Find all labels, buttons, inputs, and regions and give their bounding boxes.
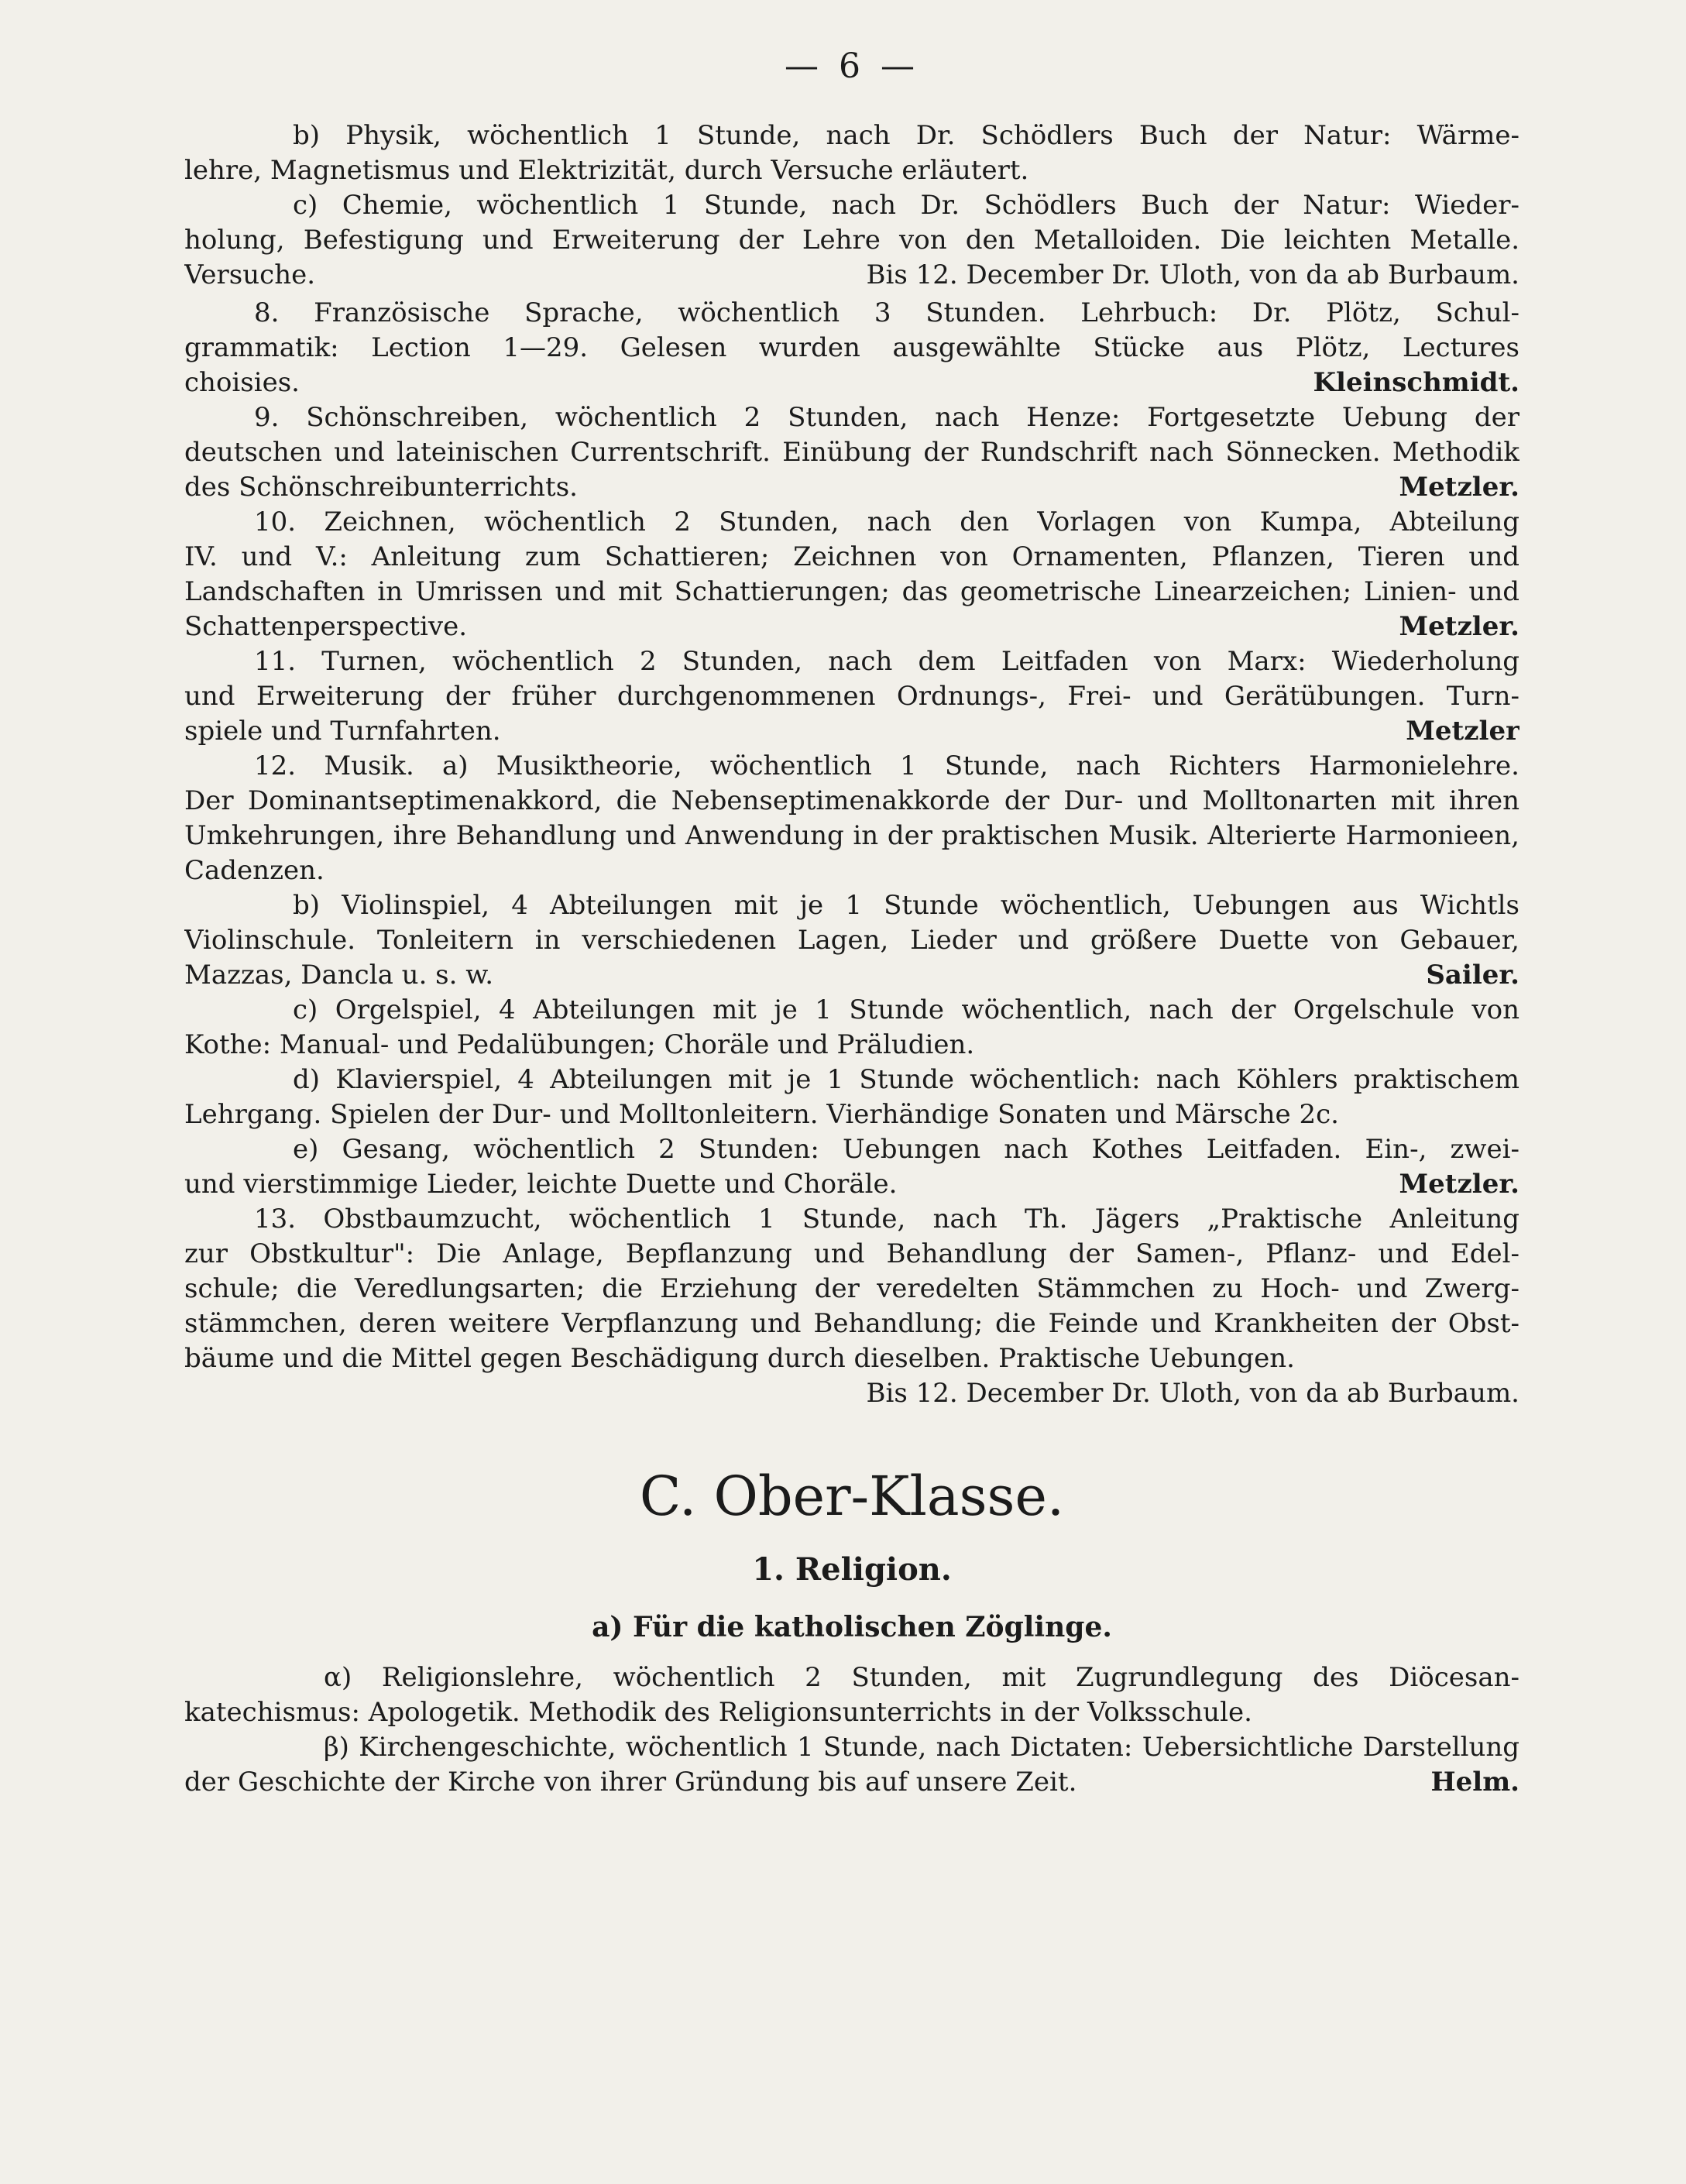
text-line: Kothe: Manual- und Pedalübungen; Choräle und Präludien. [184,1029,975,1060]
text-line-left: Mazzas, Dancla u. s. w. [184,960,494,991]
text-line: 9. Schönschreiben, wöchentlich 2 Stunden, nach Henze: Fortgesetzte Uebung der [254,402,1519,433]
text-line-left: Versuche. [184,259,316,290]
text-line: 12. Musik. a) Musiktheorie, wöchentlich 1 Stunde, nach Richters Harmonielehre. [254,750,1519,781]
paragraph-franzoesisch [184,296,1519,400]
teacher-name: Sailer. [1426,960,1519,991]
section-title: C. Ober-Klasse. [639,1465,1065,1528]
paragraph-physik [184,118,1519,188]
paragraph-religionslehre [184,1660,1519,1730]
text-line-split [184,1167,1519,1202]
teacher-name: Helm. [1430,1767,1519,1798]
text-line-split [184,610,1519,644]
teacher-name: Metzler. [1399,472,1519,503]
text-line: Umkehrungen, ihre Behandlung und Anwendung in der praktischen Musik. Alterierte Harmonieen, [184,820,1519,851]
text-line: Lehrgang. Spielen der Dur- und Molltonleitern. Vierhändige Sonaten und Märsche 2c. [184,1099,1339,1130]
text-line: Cadenzen. [184,855,324,886]
teacher-name: Metzler. [1399,1169,1519,1200]
text-line: IV. und V.: Anleitung zum Schattieren; Zeichnen von Ornamenten, Pflanzen, Tieren und [184,541,1519,572]
paragraph-chemie [184,188,1519,293]
text-line: Violinschule. Tonleitern in verschiedenen Lagen, Lieder und größere Duette von Gebauer, [184,925,1519,956]
text-line-left: choisies. [184,367,300,398]
text-line: grammatik: Lection 1—29. Gelesen wurden ausgewählte Stücke aus Plötz, Lectures [184,332,1519,363]
text-line: 13. Obstbaumzucht, wöchentlich 1 Stunde, nach Th. Jägers „Praktische Anleitung [254,1204,1519,1235]
text-line-left: des Schönschreibunterrichts. [184,472,578,503]
text-line: katechismus: Apologetik. Methodik des Religionsunterrichts in der Volksschule. [184,1697,1252,1728]
text-line-left: spiele und Turnfahrten. [184,716,501,747]
subsection-title: 1. Religion. [752,1551,952,1588]
paragraph-orgelspiel [184,993,1519,1063]
text-line: α) Religionslehre, wöchentlich 2 Stunden, mit Zugrundlegung des Diöcesan- [324,1662,1519,1693]
text-line: e) Gesang, wöchentlich 2 Stunden: Uebungen nach Kothes Leitfaden. Ein-, zwei- [293,1134,1519,1165]
teacher-name: Kleinschmidt. [1313,367,1519,398]
paragraph-gesang [184,1132,1519,1202]
text-line-left: Schattenperspective. [184,611,468,642]
text-line: stämmchen, deren weitere Verpflanzung und Behandlung; die Feinde und Krankheiten der Obst- [184,1308,1519,1339]
text-line: bäume und die Mittel gegen Beschädigung durch dieselben. Praktische Uebungen. [184,1343,1295,1374]
text-line-left: und vierstimmige Lieder, leichte Duette und Choräle. [184,1169,898,1200]
text-line-split [184,958,1519,993]
text-line: 10. Zeichnen, wöchentlich 2 Stunden, nach den Vorlagen von Kumpa, Abteilung [254,507,1519,537]
text-line: 8. Französische Sprache, wöchentlich 3 Stunden. Lehrbuch: Dr. Plötz, Schul- [254,297,1519,328]
text-line-left: der Geschichte der Kirche von ihrer Gründung bis auf unsere Zeit. [184,1767,1077,1798]
subsubsection-title: a) Für die katholischen Zöglinge. [592,1611,1112,1643]
text-line: c) Chemie, wöchentlich 1 Stunde, nach Dr. Schödlers Buch der Natur: Wieder- [293,190,1519,221]
text-line: β) Kirchengeschichte, wöchentlich 1 Stunde, nach Dictaten: Uebersichtliche Darstellung [324,1732,1519,1763]
teacher-note: Bis 12. December Dr. Uloth, von da ab Burbaum. [866,1378,1519,1409]
text-line-split [184,366,1519,400]
text-line: und Erweiterung der früher durchgenommenen Ordnungs-, Frei- und Gerätübungen. Turn- [184,681,1519,712]
paragraph-musik [184,749,1519,888]
paragraph-violinspiel [184,888,1519,993]
text-line: holung, Befestigung und Erweiterung der Lehre von den Metalloiden. Die leichten Metalle. [184,225,1519,256]
text-line-split [184,714,1519,749]
paragraph-obstbaumzucht [184,1202,1519,1411]
text-line: Landschaften in Umrissen und mit Schattierungen; das geometrische Linearzeichen; Linien- und [184,576,1519,607]
text-line-split [184,470,1519,505]
text-line-split [184,1765,1519,1800]
text-line: b) Physik, wöchentlich 1 Stunde, nach Dr. Schödlers Buch der Natur: Wärme- [293,120,1519,151]
teacher-name: Metzler. [1399,611,1519,642]
paragraph-zeichnen [184,505,1519,644]
text-line: Der Dominantseptimenakkord, die Nebenseptimenakkorde der Dur- und Molltonarten mit ihren [184,785,1519,816]
text-line: zur Obstkultur": Die Anlage, Bepflanzung und Behandlung der Samen-, Pflanz- und Edel- [184,1238,1519,1269]
text-line: 11. Turnen, wöchentlich 2 Stunden, nach dem Leitfaden von Marx: Wiederholung [254,646,1519,677]
paragraph-turnen [184,644,1519,749]
teacher-note: Bis 12. December Dr. Uloth, von da ab Burbaum. [866,259,1519,290]
paragraph-klavierspiel [184,1063,1519,1132]
text-line: d) Klavierspiel, 4 Abteilungen mit je 1 Stunde wöchentlich: nach Köhlers praktischem [293,1064,1519,1095]
text-line: lehre, Magnetismus und Elektrizität, durch Versuche erläutert. [184,155,1029,186]
text-line: b) Violinspiel, 4 Abteilungen mit je 1 Stunde wöchentlich, Uebungen aus Wichtls [293,890,1519,921]
teacher-name: Metzler [1406,716,1519,747]
page-number: — 6 — [785,46,919,86]
text-line: deutschen und lateinischen Currentschrift. Einübung der Rundschrift nach Sönnecken. Methodik [184,437,1519,468]
paragraph-schoenschreiben [184,400,1519,505]
paragraph-kirchengeschichte [184,1730,1519,1800]
text-line: c) Orgelspiel, 4 Abteilungen mit je 1 Stunde wöchentlich, nach der Orgelschule von [293,994,1519,1025]
text-line: schule; die Veredlungsarten; die Erziehung der veredelten Stämmchen zu Hoch- und Zwerg- [184,1273,1519,1304]
text-line-split [184,258,1519,293]
